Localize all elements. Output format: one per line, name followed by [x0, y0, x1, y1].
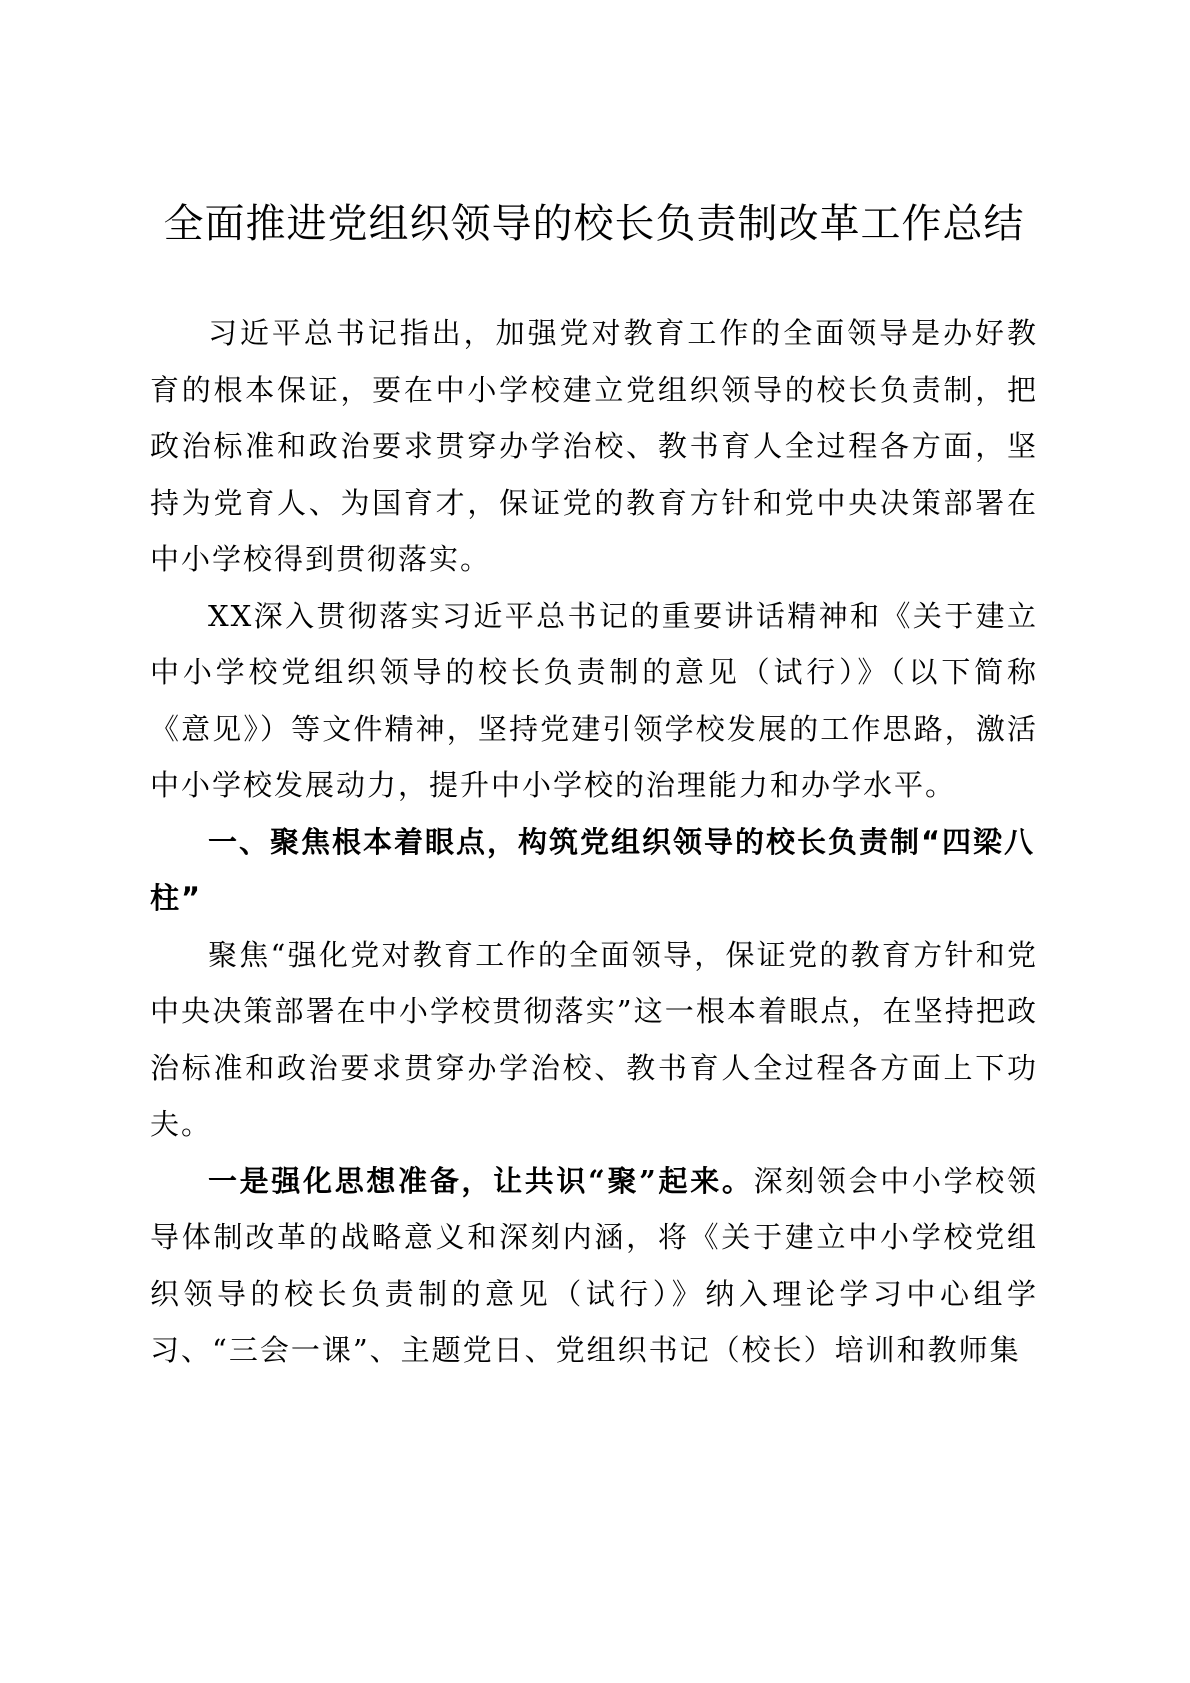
paragraph-4-lead: 一是强化思想准备，让共识“聚”起来。: [208, 1163, 754, 1198]
paragraph-2: XX深入贯彻落实习近平总书记的重要讲话精神和《关于建立中小学校党组织领导的校长负责制的意见（试行）》（以下简称《意见》）等文件精神，坚持党建引领学校发展的工作思路，激活中小学校发展动力，提升中小学校的治理能力和办学水平。: [150, 598, 1038, 802]
paragraph-4-text: 深刻领会中小学校领导体制改革的战略意义和深刻内涵，将《关于建立中小学校党组织领导的校长负责制的意见（试行）》纳入理论学习中心组学习、“三会一课”、主题党日、党组织书记（校长）培训和教师集: [150, 1163, 1038, 1367]
paragraph-4: [150, 1153, 1038, 1379]
document-page: [150, 196, 1038, 1379]
section-heading-1: 一、聚焦根本着眼点，构筑党组织领导的校长负责制“四梁八柱”: [150, 824, 1036, 915]
document-title: 全面推进党组织领导的校长负责制改革工作总结: [163, 201, 1025, 247]
paragraph-3: 聚焦“强化党对教育工作的全面领导，保证党的教育方针和党中央决策部署在中小学校贯彻落实”这一根本着眼点，在坚持把政治标准和政治要求贯穿办学治校、教书育人全过程各方面上下功夫。: [150, 937, 1038, 1141]
document-body: [150, 305, 1038, 1379]
paragraph-1: 习近平总书记指出，加强党对教育工作的全面领导是办好教育的根本保证，要在中小学校建立党组织领导的校长负责制，把政治标准和政治要求贯穿办学治校、教书育人全过程各方面，坚持为党育人、为国育才，保证党的教育方针和党中央决策部署在中小学校得到贯彻落实。: [150, 316, 1038, 576]
